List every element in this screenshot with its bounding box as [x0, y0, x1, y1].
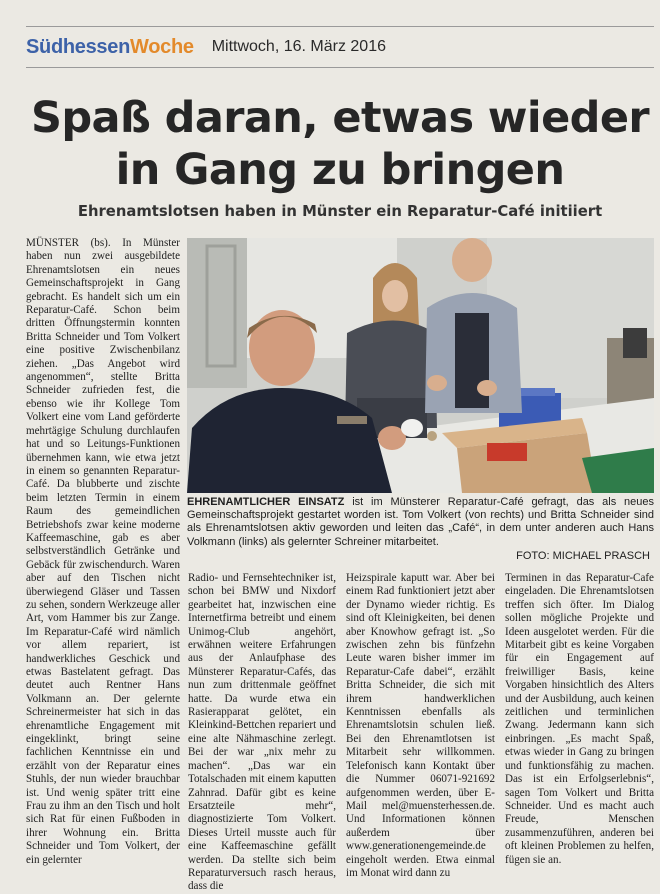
article-photo: [187, 238, 654, 493]
photo-caption: [187, 496, 654, 549]
column-3-text: Heizspirale kaputt war. Aber bei einem Rad funktioniert jetzt aber der Dynamo wieder richtig. Es sind oft Kleinigkeiten, bei denen aber Knowhow gefragt ist. „So zwischen zehn bis fünfzehn Leute waren bisher immer im Reparatur-Cafe dabei“, erzählt Britta Schneider, die sich mit ihrem handwerklichen Kenntnissen ebenfalls als Ehrenamtslotsin schulen ließ. Bei den Ehrenamtlotsen ist Mitarbeit sehr willkommen. Telefonisch kann Kontakt über die Nummer 06071-921692 aufgenommen werden, über E-Mail mel@muensterhessen.de. Und Informationen können außerdem über www.generationengemeinde.de eingeholt werden. Etwa einmal im Monat wird dann zu: [346, 572, 495, 879]
article-column-1: [26, 237, 180, 873]
column-4-text: Terminen in das Reparatur-Cafe eingeladen. Die Ehrenamtslotsen treffen sich öfter. Im Dialog sollen mögliche Projekte und Ideen ausgelotet werden. Für die Mitarbeit gibt es keine Vorgaben für ein Engagement auf freiwilliger Basis, keine Vorgaben hinsichtlich des Alters und der Ausbildung, auch keinen zeitlichen und terminlichen Zwang. Jedermann kann sich einbringen. „Es macht Spaß, etwas wieder in Gang zu bringen und funktionsfähig zu machen. Das ist ein Erfolgserlebnis“, sagen Tom Volkert und Britta Schneider. Und es macht auch Freude, Menschen zusammenzuführen, anderen bei oft kleinen Problemen zu helfen, fügen sie an.: [505, 572, 654, 866]
issue-date: Mittwoch, 16. März 2016: [211, 38, 386, 55]
logo-part-1: Südhessen: [26, 35, 130, 58]
masthead: [26, 26, 654, 68]
subheadline: Ehrenamtslotsen haben in Münster ein Reparatur-Café initiiert: [77, 203, 603, 220]
article-column-4: [505, 572, 654, 873]
photo-credit: FOTO: MICHAEL PRASCH: [516, 550, 650, 562]
newspaper-logo: [26, 36, 194, 59]
caption-text: ist im Münsterer Reparatur-Café gefragt, das als neues Gemeinschaftsprojekt gestartet worden ist. Tom Volkert (von rechts) und Britta Schneider sind als Ehrenamtslotsen aktiv geworden und leiten das „Café“, in dem unter anderen auch Hans Volkmann (links) als gelernter Schreiner mitarbeitet.: [187, 496, 654, 548]
caption-lead: EHRENAMTLICHER EINSATZ: [187, 496, 345, 508]
article-column-3: [346, 572, 495, 879]
article-column-2: [188, 572, 336, 893]
column-2-text: Radio- und Fernsehtechniker ist, schon bei BMW und Nixdorf gearbeitet hat, inzwischen eine Internetfirma betreibt und einem Unimog-Club angehört, erwähnen weitere Erfahrungen aus der Anlaufphase des Münsterer Reparatur-Cafés, das nun zum drittenmale geöffnet hatte. Da wurde etwa ein Rasierapparat gelötet, ein Kleinkind-Bettchen repariert und eine alte Nähmaschine zerlegt. Bei der war „nix mehr zu machen“. „Das war ein Totalschaden mit einem kaputten Zahnrad. Dafür gibt es keine Ersatzteile mehr“, diagnostizierte Tom Volkert. Dieses Urteil musste auch für eine Kaffeemaschine gefällt werden. Da stellte sich beim Reparaturversuch rasch heraus, dass die: [188, 572, 336, 893]
column-1-text: MÜNSTER (bs). In Münster haben nun zwei ausgebildete Ehrenamtslotsen ein neues Gemeinschaftsprojekt in Gang gebracht. Es handelt sich um ein Reparatur-Café. Schon beim dritten Öffnungstermin konnten Britta Schneider und Tom Volkert eine positive Zwischenbilanz ziehen. „Das Angebot wird angenommen“, stellte Britta Schneider zufrieden fest, die ebenso wie ihr Kollege Tom Volkert eine vom Land geförderte mehrtägige Schulung durchlaufen hat und so Leitungs-Funktionen übernehmen kann, wie etwa jetzt in einem so genannten Reparatur-Café. Da blubberte und zischte beim letzten Termin in einem Raum des gemeindlichen Betriebshofs zwar keine moderne Kaffeemaschine, gab es aber selbstverständlich Getränke und Gebäck für zwischendurch. Waren aber auf den Tischen nicht überwiegend Gläser und Tassen zu sehen, sondern Werkzeuge aller Art, vom Hammer bis zur Zange. Im Reparatur-Café wird nämlich vor allem repariert, ist handwerkliches Geschick und etwas Bastelatent gefragt. Das deutet auch Rentner Hans Volkmann an. Der gelernte Schreinermeister hat sich in das ehrenamtliche Engagement mit eingeklinkt, bringt seine fachlichen Kenntnisse ein und erzählt von der Reparatur eines Stuhls, der nun wieder brauchbar ist. Und wenig später tritt eine Frau zu ihm an den Tisch und holt sich Rat für einen Fußboden in ihrer Wohnung ein. Britta Schneider und Tom Volkert, der ein gelernter: [26, 237, 180, 866]
repair-cafe-photo-illustration: [187, 238, 654, 493]
headline-line-2: in Gang zu bringen: [115, 145, 565, 195]
headline-line-1: Spaß daran, etwas wieder: [30, 93, 649, 143]
logo-part-2: Woche: [130, 35, 194, 58]
headline: [26, 92, 654, 196]
